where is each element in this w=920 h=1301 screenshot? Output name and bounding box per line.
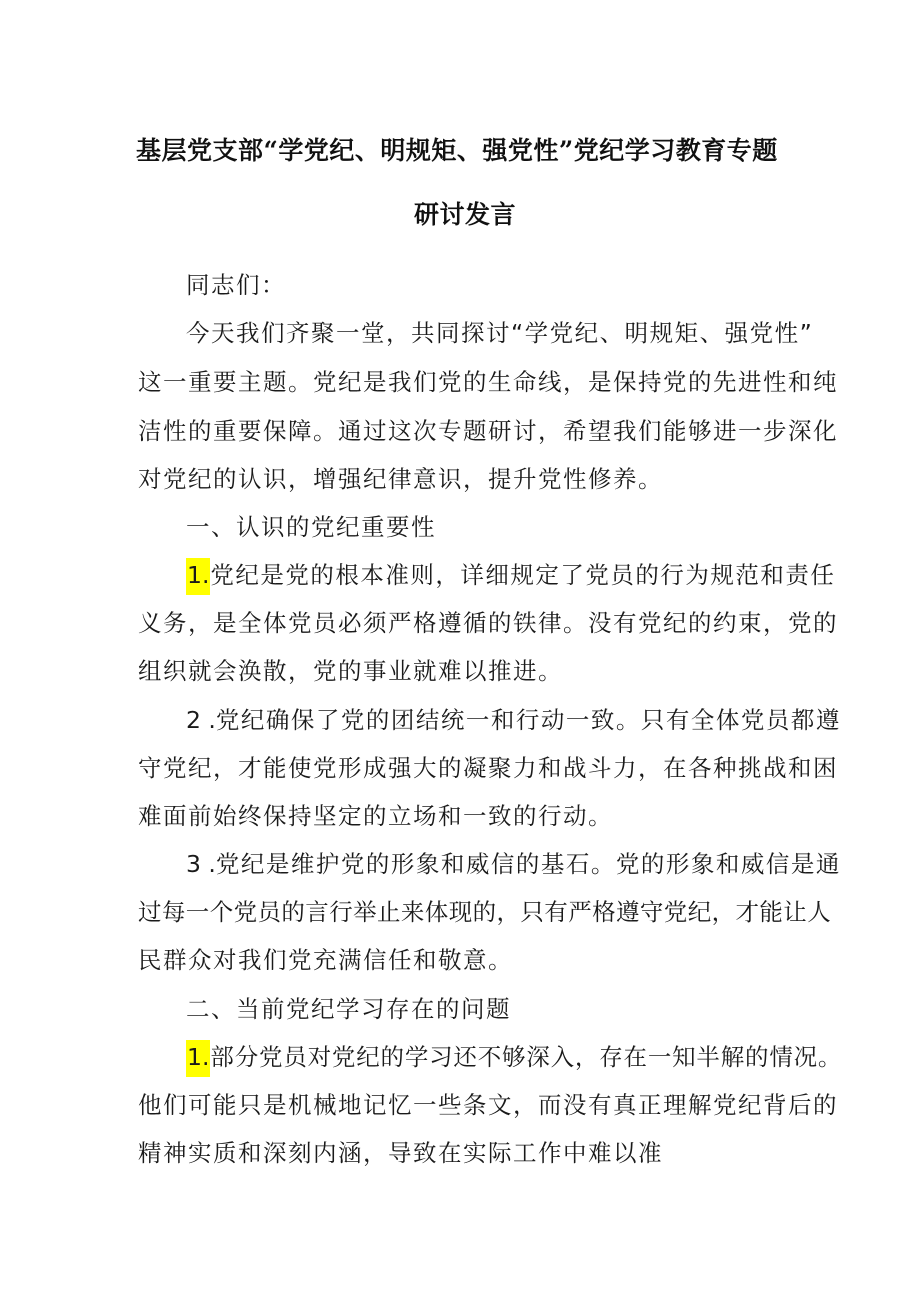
s2-item1-number-highlight: 1. (186, 1040, 210, 1077)
salutation: 同志们： (186, 271, 286, 299)
intro-line: 对党纪的认识，增强纪律意识，提升党性修养。 (138, 465, 663, 493)
intro-line: 这一重要主题。党纪是我们党的生命线，是保持党的先进性和纯 (138, 368, 838, 396)
document-title-line-1: 基层党支部“学党纪、明规矩、强党性”党纪学习教育专题 (136, 136, 778, 165)
s1-item2-number: 2 . (186, 706, 216, 734)
intro-line: 洁性的重要保障。通过这次专题研讨，希望我们能够进一步深化 (138, 417, 838, 445)
s2-item1-line: 他们可能只是机械地记忆一些条文，而没有真正理解党纪背后的 (138, 1091, 838, 1119)
s1-item1-line: 义务，是全体党员必须严格遵循的铁律。没有党纪的约束，党的 (138, 609, 838, 637)
s1-item2-line: 难面前始终保持坚定的立场和一致的行动。 (138, 802, 613, 830)
section-1-heading: 一、认识的党纪重要性 (186, 513, 436, 541)
document-title-line-2: 研讨发言 (414, 200, 517, 229)
s1-item3-line: 民群众对我们党充满信任和敬意。 (138, 946, 513, 974)
s1-item1-first-line (186, 560, 835, 590)
s1-item2-first-line (186, 705, 841, 735)
section-2-heading: 二、当前党纪学习存在的问题 (186, 995, 511, 1023)
s1-item3-line: 过每一个党员的言行举止来体现的，只有严格遵守党纪，才能让人 (138, 898, 832, 926)
s1-item3-number: 3 . (186, 850, 216, 878)
s1-item3-text: 党纪是维护党的形象和威信的基石。党的形象和威信是通 (215, 850, 841, 878)
s1-item1-text: 党纪是党的根本准则，详细规定了党员的行为规范和责任 (210, 561, 836, 589)
s2-item1-text: 部分党员对党纪的学习还不够深入，存在一知半解的情况。 (210, 1043, 843, 1071)
s1-item1-line: 组织就会涣散，党的事业就难以推进。 (138, 657, 563, 685)
s2-item1-line: 精神实质和深刻内涵，导致在实际工作中难以准 (138, 1139, 663, 1167)
s1-item1-number-highlight: 1. (186, 558, 210, 595)
s1-item2-line: 守党纪，才能使党形成强大的凝聚力和战斗力，在各种挑战和困 (138, 754, 838, 782)
s1-item3-first-line (186, 849, 841, 879)
intro-line: 今天我们齐聚一堂，共同探讨“学党纪、明规矩、强党性” (186, 319, 814, 347)
s2-item1-first-line (186, 1042, 842, 1072)
s1-item2-text: 党纪确保了党的团结统一和行动一致。只有全体党员都遵 (215, 706, 841, 734)
